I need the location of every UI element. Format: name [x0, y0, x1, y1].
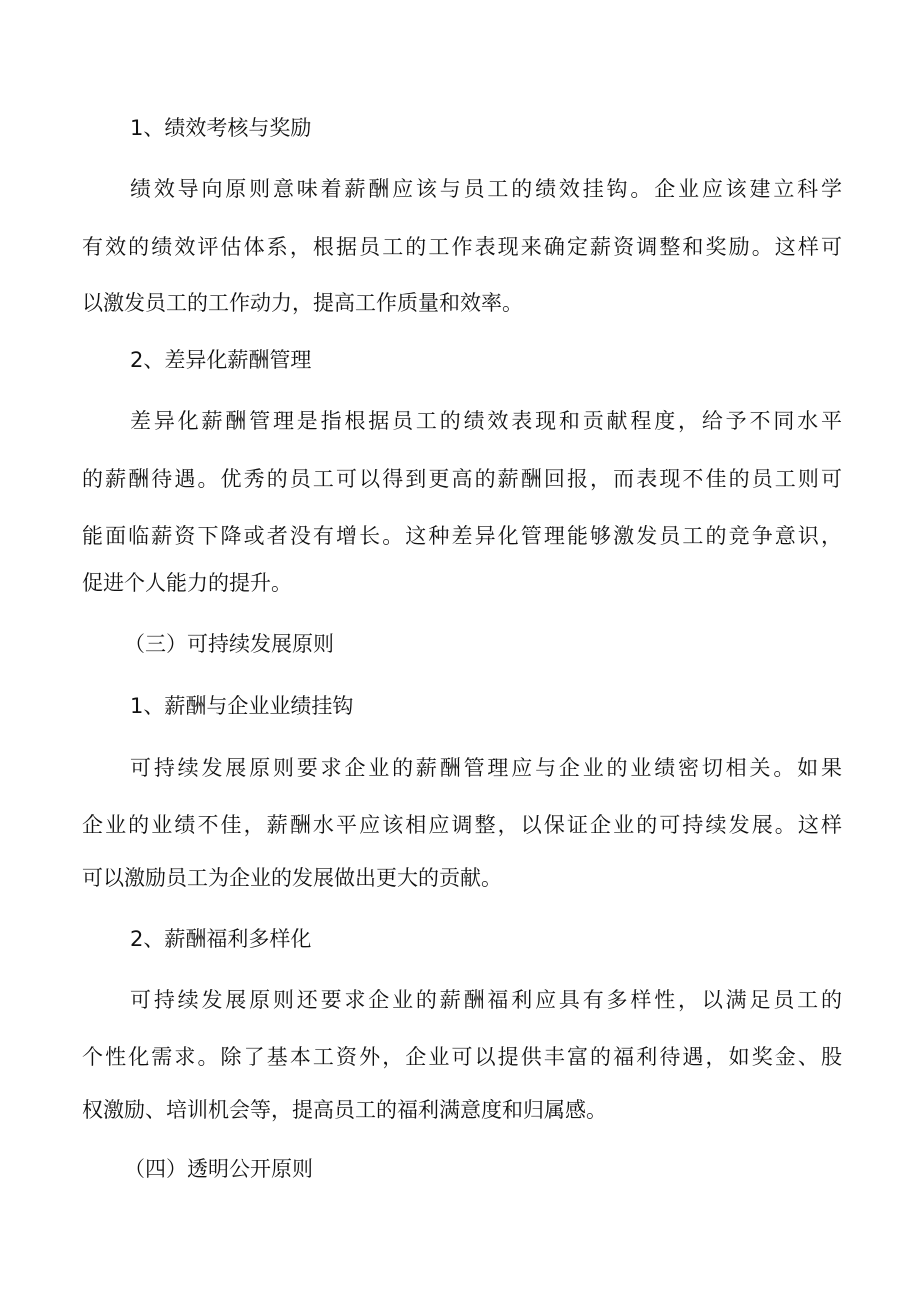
chapter-heading: （三）可持续发展原则 — [124, 632, 334, 656]
paragraph-line: 有效的绩效评估体系，根据员工的工作表现来确定薪资调整和奖励。这样可 — [82, 235, 842, 259]
paragraph-line: 企业的业绩不佳，薪酬水平应该相应调整，以保证企业的可持续发展。这样 — [82, 813, 842, 837]
paragraph-line: 以激发员工的工作动力，提高工作质量和效率。 — [82, 291, 523, 315]
paragraph-line: 的薪酬待遇。优秀的员工可以得到更高的薪酬回报，而表现不佳的员工则可 — [82, 467, 842, 491]
section-heading: 2、差异化薪酬管理 — [130, 348, 312, 372]
paragraph-line: 可以激励员工为企业的发展做出更大的贡献。 — [82, 866, 502, 890]
paragraph-line: 可持续发展原则还要求企业的薪酬福利应具有多样性，以满足员工的 — [130, 988, 842, 1012]
paragraph-line: 绩效导向原则意味着薪酬应该与员工的绩效挂钩。企业应该建立科学 — [130, 177, 842, 201]
paragraph-line: 权激励、培训机会等，提高员工的福利满意度和归属感。 — [82, 1098, 607, 1122]
paragraph-line: 能面临薪资下降或者没有增长。这种差异化管理能够激发员工的竞争意识， — [82, 524, 842, 548]
section-heading: 1、绩效考核与奖励 — [130, 116, 312, 140]
paragraph-line: 促进个人能力的提升。 — [82, 571, 292, 595]
paragraph-line: 个性化需求。除了基本工资外，企业可以提供丰富的福利待遇，如奖金、股 — [82, 1045, 842, 1069]
section-heading: 1、薪酬与企业业绩挂钩 — [130, 694, 354, 718]
chapter-heading: （四）透明公开原则 — [124, 1157, 313, 1181]
section-heading: 2、薪酬福利多样化 — [130, 927, 312, 951]
paragraph-line: 可持续发展原则要求企业的薪酬管理应与企业的业绩密切相关。如果 — [130, 756, 842, 780]
paragraph-line: 差异化薪酬管理是指根据员工的绩效表现和贡献程度，给予不同水平 — [130, 409, 842, 433]
